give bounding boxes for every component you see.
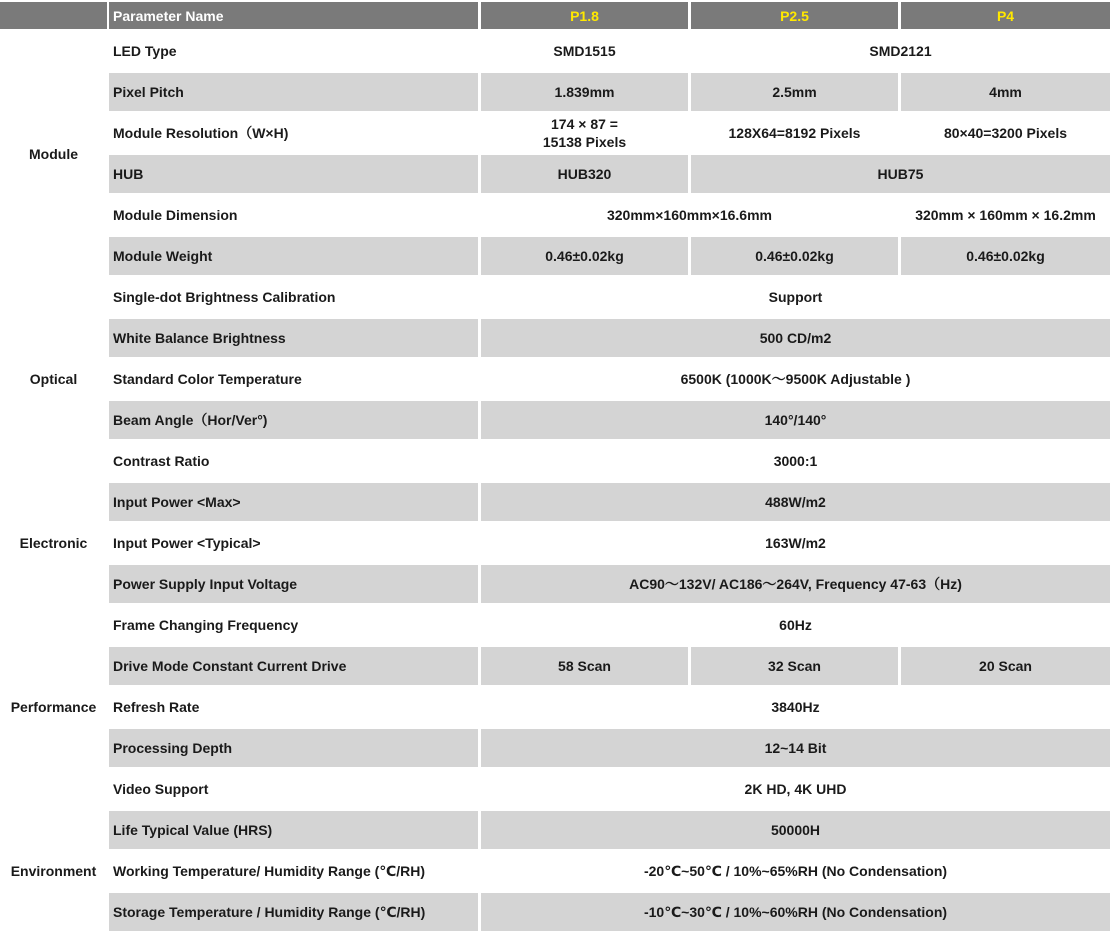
spec-value-text: 60Hz xyxy=(779,617,812,633)
spec-value xyxy=(481,401,1110,439)
parameter-label xyxy=(109,319,478,357)
spec-value-text: -20℃~50℃ / 10%~65%RH (No Condensation) xyxy=(643,863,948,879)
category-optical-text: Optical xyxy=(29,371,78,387)
parameter-label-text: Life Typical Value (HRS) xyxy=(113,822,273,838)
category-optical xyxy=(0,278,107,480)
parameter-label xyxy=(109,565,478,603)
spec-value-text: 163W/m2 xyxy=(765,535,826,551)
parameter-label xyxy=(109,32,478,70)
parameter-label xyxy=(109,893,478,931)
parameter-label-text: Refresh Rate xyxy=(113,699,200,715)
spec-value-text: HUB320 xyxy=(557,166,612,182)
spec-value-text: 32 Scan xyxy=(768,658,821,674)
spec-value xyxy=(481,852,1110,890)
spec-value xyxy=(691,155,1110,193)
spec-value xyxy=(901,647,1110,685)
parameter-label-text: Contrast Ratio xyxy=(113,453,210,469)
spec-value xyxy=(481,483,1110,521)
spec-value xyxy=(691,647,898,685)
spec-value xyxy=(481,360,1110,398)
spec-value xyxy=(691,114,898,152)
parameter-label xyxy=(109,278,478,316)
parameter-label-text: Module Resolution（W×H) xyxy=(113,125,289,141)
spec-value-text: 500 CD/m2 xyxy=(759,330,832,346)
spec-value xyxy=(481,114,688,152)
parameter-label xyxy=(109,73,478,111)
parameter-label xyxy=(109,852,478,890)
parameter-label xyxy=(109,196,478,234)
spec-value-text: -10℃~30℃ / 10%~60%RH (No Condensation) xyxy=(643,904,948,920)
spec-value xyxy=(481,155,688,193)
header-parameter-name-text: Parameter Name xyxy=(113,7,224,24)
spec-value-text: SMD1515 xyxy=(553,43,616,59)
spec-value-text: HUB75 xyxy=(877,166,924,182)
spec-value xyxy=(481,688,1110,726)
parameter-label-text: Standard Color Temperature xyxy=(113,371,302,387)
header-model-2 xyxy=(901,2,1110,29)
spec-value-text: 0.46±0.02kg xyxy=(755,248,834,264)
parameter-label xyxy=(109,483,478,521)
spec-value-text: 50000H xyxy=(770,822,821,838)
spec-value xyxy=(481,729,1110,767)
header-model-2-text: P4 xyxy=(996,7,1015,24)
spec-value-text: 1.839mm xyxy=(554,84,615,100)
spec-value-text: 320mm×160mm×16.6mm xyxy=(606,207,772,223)
parameter-label-text: Single-dot Brightness Calibration xyxy=(113,289,336,305)
spec-value-text: 174 × 87 = 15138 Pixels xyxy=(542,116,627,150)
parameter-label-text: White Balance Brightness xyxy=(113,330,286,346)
category-module xyxy=(0,32,107,275)
header-model-1-text: P2.5 xyxy=(780,7,809,24)
spec-value-text: 3840Hz xyxy=(771,699,820,715)
spec-value-text: SMD2121 xyxy=(869,43,932,59)
spec-value xyxy=(481,524,1110,562)
parameter-label xyxy=(109,360,478,398)
spec-value xyxy=(481,647,688,685)
category-performance xyxy=(0,606,107,808)
spec-value-text: 12~14 Bit xyxy=(764,740,827,756)
parameter-label xyxy=(109,155,478,193)
parameter-label xyxy=(109,770,478,808)
spec-value xyxy=(691,237,898,275)
category-module-text: Module xyxy=(29,145,78,162)
parameter-label-text: Module Dimension xyxy=(113,207,238,223)
parameter-label-text: Input Power <Max> xyxy=(113,494,241,510)
parameter-label-text: Beam Angle（Hor/Ver°) xyxy=(113,412,268,428)
parameter-label xyxy=(109,647,478,685)
parameter-label-text: Working Temperature/ Humidity Range (℃/RH) xyxy=(113,863,426,879)
spec-value-text: 3000:1 xyxy=(773,453,818,469)
parameter-label-text: LED Type xyxy=(113,43,177,59)
header-model-1 xyxy=(691,2,898,29)
parameter-label-text: Input Power <Typical> xyxy=(113,535,261,551)
spec-value-text: 4mm xyxy=(989,84,1022,100)
parameter-label-text: Pixel Pitch xyxy=(113,84,184,100)
spec-value xyxy=(901,237,1110,275)
parameter-label-text: Power Supply Input Voltage xyxy=(113,576,298,592)
parameter-label xyxy=(109,442,478,480)
spec-value xyxy=(481,73,688,111)
spec-value-text: Support xyxy=(768,289,823,305)
spec-value-text: 58 Scan xyxy=(558,658,611,674)
spec-value-text: 320mm × 160mm × 16.2mm xyxy=(915,207,1096,223)
parameter-label xyxy=(109,606,478,644)
category-environment-text: Environment xyxy=(10,863,97,879)
category-electronic-text: Electronic xyxy=(19,535,88,551)
spec-value xyxy=(691,32,1110,70)
spec-value xyxy=(481,770,1110,808)
parameter-label-text: Storage Temperature / Humidity Range (℃/RH) xyxy=(113,904,426,920)
spec-value xyxy=(481,319,1110,357)
spec-value-text: 488W/m2 xyxy=(765,494,826,510)
category-electronic xyxy=(0,483,107,603)
header-model-0-text: P1.8 xyxy=(570,7,599,24)
parameter-label xyxy=(109,237,478,275)
parameter-label xyxy=(109,811,478,849)
spec-value-text: 0.46±0.02kg xyxy=(966,248,1045,264)
parameter-label-text: Drive Mode Constant Current Drive xyxy=(113,658,347,674)
category-environment xyxy=(0,811,107,931)
spec-value-text: 20 Scan xyxy=(979,658,1032,674)
header-model-0 xyxy=(481,2,688,29)
spec-value xyxy=(481,278,1110,316)
spec-value xyxy=(901,73,1110,111)
spec-value-text: 80×40=3200 Pixels xyxy=(943,125,1067,141)
parameter-label xyxy=(109,524,478,562)
spec-value xyxy=(901,114,1110,152)
spec-value xyxy=(691,73,898,111)
spec-value xyxy=(481,32,688,70)
parameter-label xyxy=(109,729,478,767)
spec-value xyxy=(901,196,1110,234)
spec-value xyxy=(481,442,1110,480)
spec-value-text: 2.5mm xyxy=(772,84,817,100)
spec-value-text: 140°/140° xyxy=(764,412,827,428)
parameter-label-text: Video Support xyxy=(113,781,209,797)
spec-value xyxy=(481,565,1110,603)
spec-value xyxy=(481,196,898,234)
category-performance-text: Performance xyxy=(10,699,97,715)
parameter-label xyxy=(109,401,478,439)
spec-value xyxy=(481,893,1110,931)
spec-value xyxy=(481,606,1110,644)
parameter-label-text: Frame Changing Frequency xyxy=(113,617,299,633)
header-corner xyxy=(0,2,107,29)
spec-value xyxy=(481,237,688,275)
spec-value xyxy=(481,811,1110,849)
parameter-label xyxy=(109,114,478,152)
spec-value-text: 2K HD, 4K UHD xyxy=(744,781,847,797)
parameter-label-text: HUB xyxy=(113,166,144,182)
parameter-label-text: Module Weight xyxy=(113,248,213,264)
spec-value-text: AC90～132V/ AC186～264V, Frequency 47-63（Hz) xyxy=(629,576,962,592)
parameter-label xyxy=(109,688,478,726)
spec-value-text: 128X64=8192 Pixels xyxy=(728,125,861,141)
parameter-label-text: Processing Depth xyxy=(113,740,233,756)
spec-value-text: 0.46±0.02kg xyxy=(545,248,624,264)
spec-value-text: 6500K (1000K～9500K Adjustable ) xyxy=(680,371,911,387)
header-parameter-name xyxy=(109,2,478,29)
